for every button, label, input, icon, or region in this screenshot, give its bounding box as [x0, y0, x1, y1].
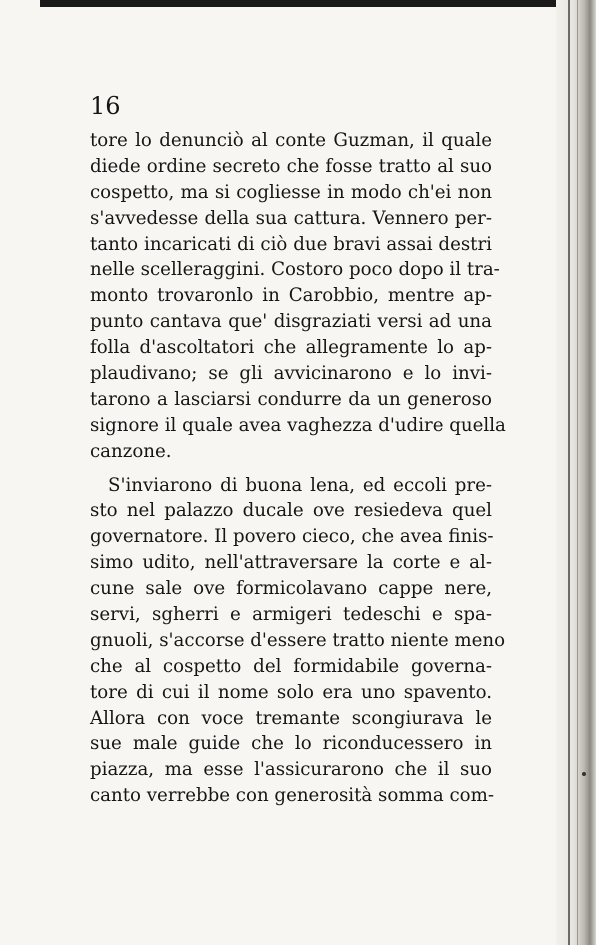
gutter-line [568, 0, 570, 945]
gutter-line-secondary [577, 0, 578, 945]
top-rule [40, 0, 596, 7]
text-line: sto nel palazzo ducale ove resiedeva quel [90, 500, 492, 522]
page-number: 16 [90, 92, 121, 120]
text-line: canto verrebbe con generosità somma com- [90, 785, 494, 807]
text-line: canzone. [90, 440, 172, 462]
text-line: plaudivano; se gli avvicinarono e lo invi- [90, 363, 492, 385]
text-line: sue male guide che lo riconducessero in [90, 733, 492, 755]
page-gutter-edge [556, 0, 596, 945]
text-line: signore il quale avea vaghezza d'udire quella [90, 414, 506, 436]
text-line: tore di cui il nome solo era uno spavento. [90, 681, 492, 703]
paragraph-gap [90, 465, 492, 473]
text-line: servi, sgherri e armigeri tedeschi e spa- [90, 604, 492, 626]
text-line: simo udito, nell'attraversare la corte e al- [90, 552, 492, 574]
text-line: tore lo denunciò al conte Guzman, il quale [90, 130, 492, 151]
text-line: S'inviarono di buona lena, ed eccoli pre- [108, 474, 492, 496]
text-line: nelle scelleraggini. Costoro poco dopo il tra- [90, 259, 500, 281]
text-line: folla d'ascoltatori che allegramente lo ap- [90, 337, 492, 359]
text-line: cospetto, ma si cogliesse in modo ch'ei non [90, 181, 492, 203]
text-line: s'avvedesse della sua cattura. Vennero per- [90, 207, 492, 229]
text-line: diede ordine secreto che fosse tratto al suo [90, 155, 492, 177]
text-line: tanto incaricati di ciò due bravi assai destri [90, 233, 492, 255]
text-line: monto trovaronlo in Carobbio, mentre ap- [90, 285, 492, 307]
text-line: tarono a lasciarsi condurre da un generoso [90, 388, 492, 410]
text-line: punto cantava que' disgraziati versi ad una [90, 311, 492, 333]
text-line: piazza, ma esse l'assicurarono che il suo [90, 759, 492, 781]
body-text [90, 128, 506, 809]
text-line: che al cospetto del formidabile governa- [90, 655, 492, 677]
text-line: Allora con voce tremante scongiurava le [90, 707, 492, 729]
text-line: governatore. Il povero cieco, che avea finis- [90, 526, 494, 548]
text-line: cune sale ove formicolavano cappe nere, [90, 578, 492, 600]
text-line: gnuoli, s'accorse d'essere tratto niente meno [90, 629, 506, 651]
ink-speck [582, 772, 586, 776]
